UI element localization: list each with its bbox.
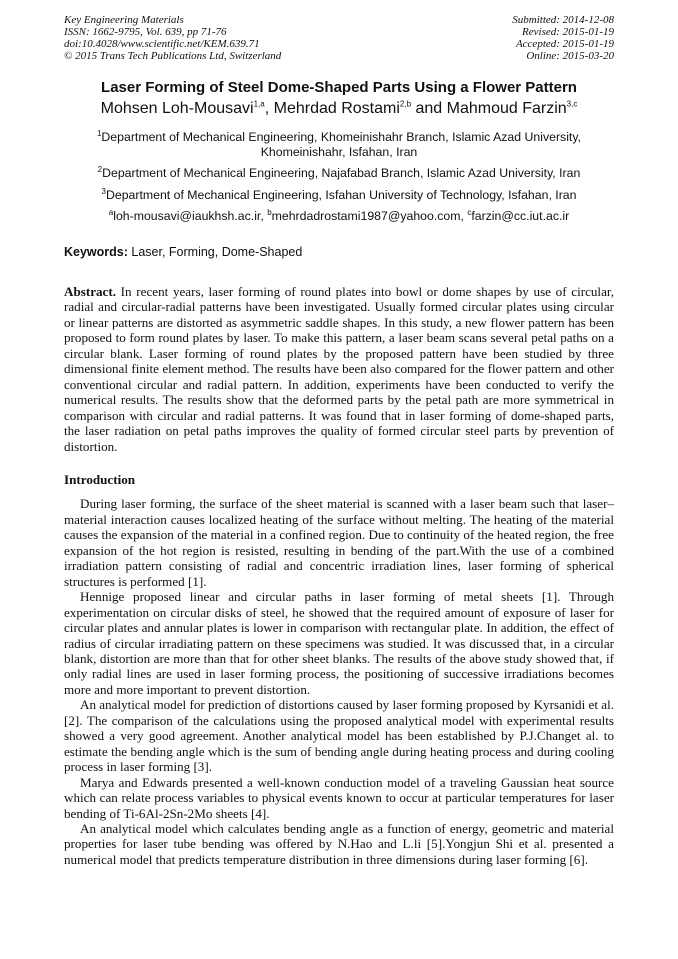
paragraph: During laser forming, the surface of the sheet material is scanned with a laser beam such that laser–material interaction causes localized heating of the surface without melting. The heating of the material causes the expansion of the material in a confined region. Due to continuity of the heated region, the free expansion of the hot region is resisted, resulting in bending of the part.With the use of a combined irradiation pattern consisting of radial and concentric irradiation lines, laser forming of spherical structures is performed [1].	[64, 496, 614, 589]
accepted-date: Accepted: 2015-01-19	[515, 38, 614, 50]
doi: doi:10.4028/www.scientific.net/KEM.639.71	[64, 38, 260, 50]
affiliation	[60, 188, 618, 203]
affiliation-sup: 2	[97, 164, 103, 174]
affiliation-text: Department of Mechanical Engineering, Najafabad Branch, Islamic Azad University, Iran	[102, 166, 581, 180]
author-name: Mehrdad Rostami	[273, 100, 400, 117]
affiliation	[60, 166, 618, 181]
issn: ISSN: 1662-9795, Vol. 639, pp 71-76	[64, 26, 227, 38]
paragraph: Marya and Edwards presented a well-known conduction model of a traveling Gaussian heat source which can relate process variables to physical events known to occur at particular temperatures for laser bending of Ti-6Al-2Sn-2Mo sheets [4].	[64, 774, 614, 821]
email: farzin@cc.iut.ac.ir	[471, 209, 570, 223]
journal-name: Key Engineering Materials	[64, 14, 184, 26]
abstract	[64, 284, 614, 454]
journal-info	[64, 14, 281, 62]
section-heading: Introduction	[64, 472, 136, 487]
dates-info	[512, 14, 614, 62]
email: mehrdadrostami1987@yahoo.com,	[271, 209, 468, 223]
online-date: Online: 2015-03-20	[526, 50, 614, 62]
affiliation-text: Department of Mechanical Engineering, Isfahan University of Technology, Isfahan, Iran	[105, 188, 577, 202]
author-list	[0, 100, 678, 118]
author-name: Mahmoud Farzin	[446, 100, 567, 117]
revised-date: Revised: 2015-01-19	[522, 26, 614, 38]
email-list	[60, 209, 618, 224]
abstract-text: In recent years, laser forming of round plates into bowl or dome shapes by use of circular, radial and circular-radial patterns have been investigated. Usually formed circular plates using circular or linear patterns are distorted as asymmetric saddle shapes. In this study, a new flower pattern has been proposed to form round plates by laser. To make this pattern, a laser beam scans several petal paths on a circular blank. Laser forming of round plates by the proposed pattern have been studied by three dimensional finite element method. The results have been also compared for the flower pattern and other conventional circular and radial pattern. In addition, experiments have been conducted to verify the numerical results. The results show that the deformed parts by the petal path are more symmetrical in comparison with circular and radial patterns. It was found that in laser forming of dome-shaped parts, the laser radiation on petal paths improves the quality of formed circular steel parts by prevention of distortion.	[64, 284, 614, 454]
keywords-text: Laser, Forming, Dome-Shaped	[127, 245, 303, 259]
abstract-label: Abstract.	[64, 284, 116, 299]
paragraph: An analytical model for prediction of distortions caused by laser forming proposed by Kyrsanidi et al. [2]. The comparison of the calculations using the proposed analytical model with experimental results showed a very good agreement. Another analytical model has been established by P.J.Changet al. to estimate the bending angle which is the sum of bending angle during heating process and during cooling process in laser forming [3].	[64, 697, 614, 775]
author-sup: 1,a	[253, 99, 265, 109]
submitted-date: Submitted: 2014-12-08	[512, 14, 614, 26]
author-name: Mohsen Loh-Mousavi	[100, 100, 254, 117]
introduction-section	[64, 472, 614, 867]
author-sup: 3,c	[566, 99, 578, 109]
paper-title: Laser Forming of Steel Dome-Shaped Parts Using a Flower Pattern	[101, 79, 577, 96]
affiliation-text: Department of Mechanical Engineering, Khomeinishahr Branch, Islamic Azad University, Khomeinishahr, Isfahan, Iran	[101, 130, 582, 159]
keywords	[64, 245, 302, 259]
email-sup: a	[108, 207, 114, 217]
email-sup: c	[467, 207, 472, 217]
author-sup: 2,b	[399, 99, 412, 109]
affiliation	[84, 130, 594, 160]
affiliation-sup: 1	[96, 128, 102, 138]
email-sup: b	[267, 207, 272, 217]
author-sep: ,	[264, 100, 274, 117]
paragraph: An analytical model which calculates bending angle as a function of energy, geometric and material properties for laser tube bending was offered by N.Hao and L.li [5].Yongjun Shi et al. presented a numerical model that predicts temperature distribution in three dimensions during laser forming [6].	[64, 820, 614, 867]
affiliation-sup: 3	[101, 186, 106, 196]
author-sep: and	[411, 100, 447, 117]
paragraph: Hennige proposed linear and circular paths in laser forming of metal sheets [1]. Through experimentation on circular disks of steel, he showed that the required amount of exposure of laser for circular plates and annular plates is lower in comparison with rectangular plate. In addition, the effect of radius of circular irradiating pattern on these specimens was studied. It was discussed that, in a circular blank, distortion are more than that for other sheet blanks. The results of the above study showed that, if only radial lines are used in laser forming process, the positioning of successive irradiations becomes more and more important to prevent distortion.	[64, 589, 614, 697]
email: loh-mousavi@iaukhsh.ac.ir,	[113, 209, 268, 223]
copyright: © 2015 Trans Tech Publications Ltd, Switzerland	[64, 50, 282, 62]
keywords-label: Keywords:	[64, 245, 128, 259]
